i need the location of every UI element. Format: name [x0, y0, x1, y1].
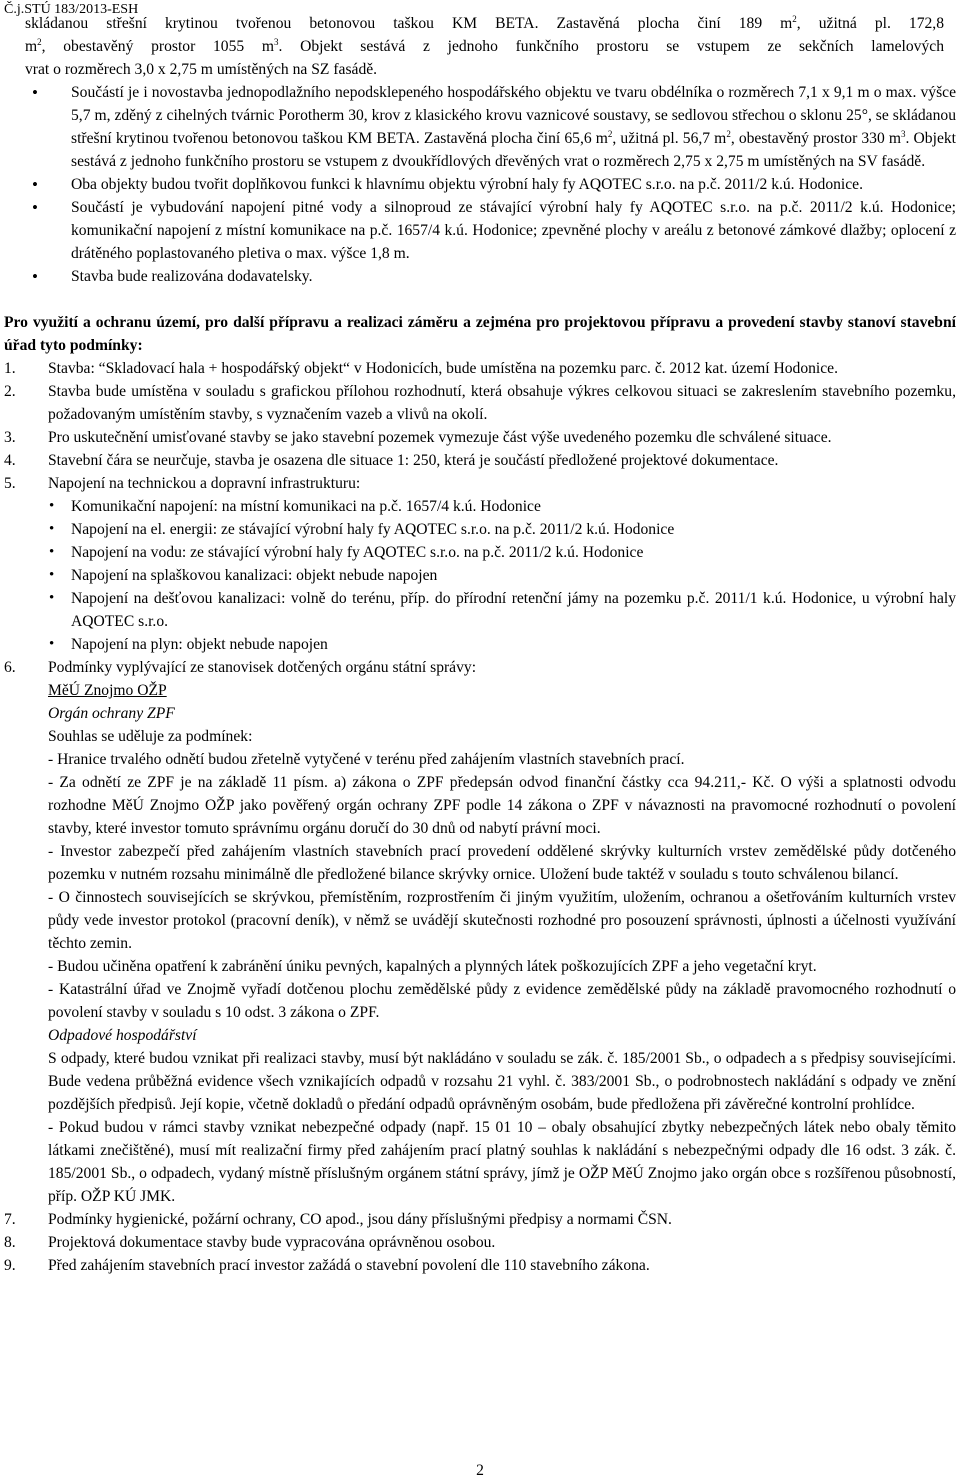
- authority-name: MěÚ Znojmo OŽP: [48, 682, 167, 699]
- condition-text: Podmínky hygienické, požární ochrany, CO apod., jsou dány příslušnými předpisy a normami ČSN.: [48, 1211, 672, 1228]
- condition-text: Před zahájením stavebních prací investor zažádá o stavební povolení dle 110 stavebního zákona.: [48, 1257, 650, 1274]
- condition-item: [0, 357, 960, 380]
- condition-item: [0, 472, 960, 495]
- sup-2: 2: [607, 129, 613, 139]
- bullet-text: Součástí je i novostavba jednopodlažního nepodsklepeného hospodářského objektu ve tvaru obdélníka o rozměrech 7,1 x 9,1 m o max. výšce 5,7 m, zděný z cihelných tvárnic Porotherm 30, krov z klasického krovu vaznicové soustavy, se sedlovou střechou o sklonu 25°, se skládanou střešní krytinou tvořenou betonovou taškou KM BETA. Zastavěná plocha činí 65,6 m: [71, 84, 956, 147]
- condition-item: [0, 426, 960, 449]
- bullet-item: [0, 81, 960, 173]
- sup-2: 2: [792, 14, 797, 24]
- intro-text-2b: , obestavěný prostor 1055 m: [41, 38, 275, 55]
- zpf-condition: - Investor zabezpečí před zahájením vlastních stavebních prací provedení oddělené skrývky kulturních vrstev zemědělské půdy dotčeného pozemku v nutném rozsahu minimálně dle předložené bilance skrývky ornice. Uložení bude taktéž v souladu s touto schválenou bilancí.: [48, 843, 956, 883]
- condition-text: Stavební čára se neurčuje, stavba je osazena dle situace 1: 250, která je součástí předložené projektové dokumentace.: [48, 452, 779, 469]
- intro-text-2c: . Objekt sestává z jednoho funkčního prostoru se vstupem ze sekčních lamelových: [278, 38, 944, 55]
- intro-text-1: skládanou střešní krytinou tvořenou betonovou taškou KM BETA. Zastavěná plocha činí 189 m: [25, 15, 793, 32]
- infra-item: • Napojení na dešťovou kanalizaci: volně do terénu, příp. do přírodní retenční jámy na pozemku p.č. 2011/1 k.ú. Hodonice, u výrobní haly AQOTEC s.r.o.: [0, 587, 960, 633]
- sup-3: 3: [274, 37, 279, 47]
- condition-item: [0, 449, 960, 472]
- spacer: [0, 288, 960, 311]
- condition-text: Podmínky vyplývající ze stanovisek dotčených orgánu státní správy:: [48, 659, 477, 676]
- infra-item: • Napojení na plyn: objekt nebude napojen: [0, 633, 960, 656]
- condition-number: 2.: [4, 383, 16, 400]
- condition-number: 8.: [4, 1234, 16, 1251]
- intro-line-1: [25, 12, 944, 35]
- zpf-condition: - Katastrální úřad ve Znojmě vyřadí dotčenou plochu zemědělské půdy z evidence zemědělské půdy na základě pravomocného rozhodnutí o povolení stavby v souladu s 10 odst. 3 zákona o ZPF.: [48, 981, 956, 1021]
- condition-number: 6.: [4, 659, 16, 676]
- infra-item: • Napojení na splaškovou kanalizaci: objekt nebude napojen: [0, 564, 960, 587]
- condition-item: [0, 1254, 960, 1277]
- condition-text: Stavba bude umístěna v souladu s grafickou přílohou rozhodnutí, která obsahuje výkres celkovou situaci se zakreslením stavebního pozemku, požadovaným umístěním stavby, s vyznačením vazeb a vlivů na okolí.: [48, 383, 956, 423]
- sup-3: 3: [901, 129, 906, 139]
- condition-item: [0, 1208, 960, 1231]
- zpf-condition: - Hranice trvalého odnětí budou zřetelně vytyčené v terénu před zahájením vlastních stavebních prací.: [48, 751, 685, 768]
- intro-text-2a: m: [25, 38, 38, 55]
- bullet-item: • Oba objekty budou tvořit doplňkovou funkci k hlavnímu objektu výrobní haly fy AQOTEC s.r.o. na p.č. 2011/2 k.ú. Hodonice.: [0, 173, 960, 196]
- condition-number: 9.: [4, 1257, 16, 1274]
- bullet-text: . Objekt sestává z jednoho funkčního prostoru se vstupem z dvoukřídlových dřevěných vrat o rozměrech 2,75 x 2,75 m umístěných na SV fasádě.: [71, 130, 956, 170]
- condition-text: Stavba: “Skladovací hala + hospodářský objekt“ v Hodonicích, bude umístěna na pozemku parc. č. 2012 kat. území Hodonice.: [48, 360, 838, 377]
- sup-2b: 2: [37, 37, 42, 47]
- page-number: 2: [476, 1462, 484, 1479]
- bullet-item: • Stavba bude realizována dodavatelsky.: [0, 265, 960, 288]
- bullet-item: • Součástí je vybudování napojení pitné vody a silnoproud ze stávající výrobní haly fy AQOTEC s.r.o. na p.č. 2011/2 k.ú. Hodonice; komunikační napojení z místní komunikace na p.č. 1657/4 k.ú. Hodonice; zpevněné plochy v areálu z betonové zámkové dlažby; oplocení z drátěného poplastovaného pletiva o max. výšce 1,8 m.: [0, 196, 960, 265]
- condition-number: 7.: [4, 1211, 16, 1228]
- zpf-condition: - O činnostech souvisejících se skrývkou, přemístěním, rozprostřením či jiným využitím, uložením, ochranou a ošetřováním kulturních vrstev půdy vede investor protokol (pracovní deník), v němž se uvádějí skutečnosti rozhodné pro posouzení správnosti, úplnosti a účelnosti využívání těchto zemin.: [48, 889, 956, 952]
- condition-number: 3.: [4, 429, 16, 446]
- condition-text: Pro uskutečnění umisťované stavby se jako stavební pozemek vymezuje část výše uvedeného pozemku dle schválené situace.: [48, 429, 832, 446]
- sup-2: 2: [726, 129, 731, 139]
- condition-item: [0, 380, 960, 426]
- infra-item: • Komunikační napojení: na místní komunikaci na p.č. 1657/4 k.ú. Hodonice: [0, 495, 960, 518]
- condition-text: Napojení na technickou a dopravní infrastrukturu:: [48, 475, 361, 492]
- bullet-text: , obestavěný prostor 330 m: [730, 130, 902, 147]
- intro-line-2: [25, 35, 944, 58]
- zpf-condition: - Za odnětí ze ZPF je na základě 11 písm. a) zákona o ZPF předepsán odvod finanční částky cca 94.211,- Kč. O výši a splatnosti odvodu rozhodne MěÚ Znojmo OŽP jako pověřený orgán ochrany ZPF podle 14 zákona o ZPF v návaznosti na pravomocné rozhodnutí o povolení stavby, které investor tomuto správnímu orgánu doručí do 30 dnů od nabytí právní moci.: [48, 774, 956, 837]
- zpf-condition: - Budou učiněna opatření k zabránění úniku pevných, kapalných a plynných látek poškozujících ZPF a jeho vegetační kryt.: [48, 958, 817, 975]
- infra-item: • Napojení na vodu: ze stávající výrobní haly fy AQOTEC s.r.o. na p.č. 2011/2 k.ú. Hodonice: [0, 541, 960, 564]
- zpf-intro: Souhlas se uděluje za podmínek:: [48, 728, 253, 745]
- section-title-zpf: Orgán ochrany ZPF: [48, 705, 175, 722]
- condition-number: 4.: [4, 452, 16, 469]
- intro-text-1b: , užitná pl. 172,8: [796, 15, 944, 32]
- intro-paragraph: [0, 12, 960, 81]
- condition-item: [0, 1231, 960, 1254]
- section-title-waste: Odpadové hospodářství: [48, 1027, 197, 1044]
- document-reference: Č.j.STÚ 183/2013-ESH: [4, 2, 139, 17]
- condition-number: 1.: [4, 360, 16, 377]
- intro-line-3: vrat o rozměrech 3,0 x 2,75 m umístěných na SZ fasádě.: [25, 61, 378, 78]
- condition-item: [0, 656, 960, 679]
- waste-condition: S odpady, které budou vznikat při realizaci stavby, musí být nakládáno v souladu se zák. č. 185/2001 Sb., o odpadech a s předpisy souvisejícími. Bude vedena průběžná evidence všech vznikajících odpadů v rozsahu 21 vyhl. č. 383/2001 Sb., o podrobnostech nakládání s odpady ve znění pozdějších předpisů. Její kopie, včetně dokladů o předání odpadů oprávněným osobám, bude předložena při závěrečné kontrolní prohlídce.: [48, 1050, 956, 1113]
- bullet-text: , užitná pl. 56,7 m: [612, 130, 727, 147]
- condition-number: 5.: [4, 475, 16, 492]
- infra-item: • Napojení na el. energii: ze stávající výrobní haly fy AQOTEC s.r.o. na p.č. 2011/2 k.ú. Hodonice: [0, 518, 960, 541]
- conditions-heading: Pro využití a ochranu území, pro další přípravu a realizaci záměru a zejména pro projektovou přípravu a provedení stavby stanoví stavební úřad tyto podmínky:: [4, 314, 956, 354]
- condition-text: Projektová dokumentace stavby bude vypracována oprávněnou osobou.: [48, 1234, 496, 1251]
- waste-condition: - Pokud budou v rámci stavby vznikat nebezpečné odpady (např. 15 01 10 – obaly obsahující zbytky nebezpečných látek nebo obaly těmito látkami znečištěné), musí mít realizační firmy před zahájením prací platný souhlas k nakládání s nebezpečnými odpady dle 16 odst. 3 zák. č. 185/2001 Sb., o odpadech, vydaný místně příslušným orgánem státní správy, jímž je OŽP MěÚ Znojmo jako orgán obce s rozšířenou působností, příp. OŽP KÚ JMK.: [48, 1119, 956, 1205]
- document-body: [0, 12, 960, 1277]
